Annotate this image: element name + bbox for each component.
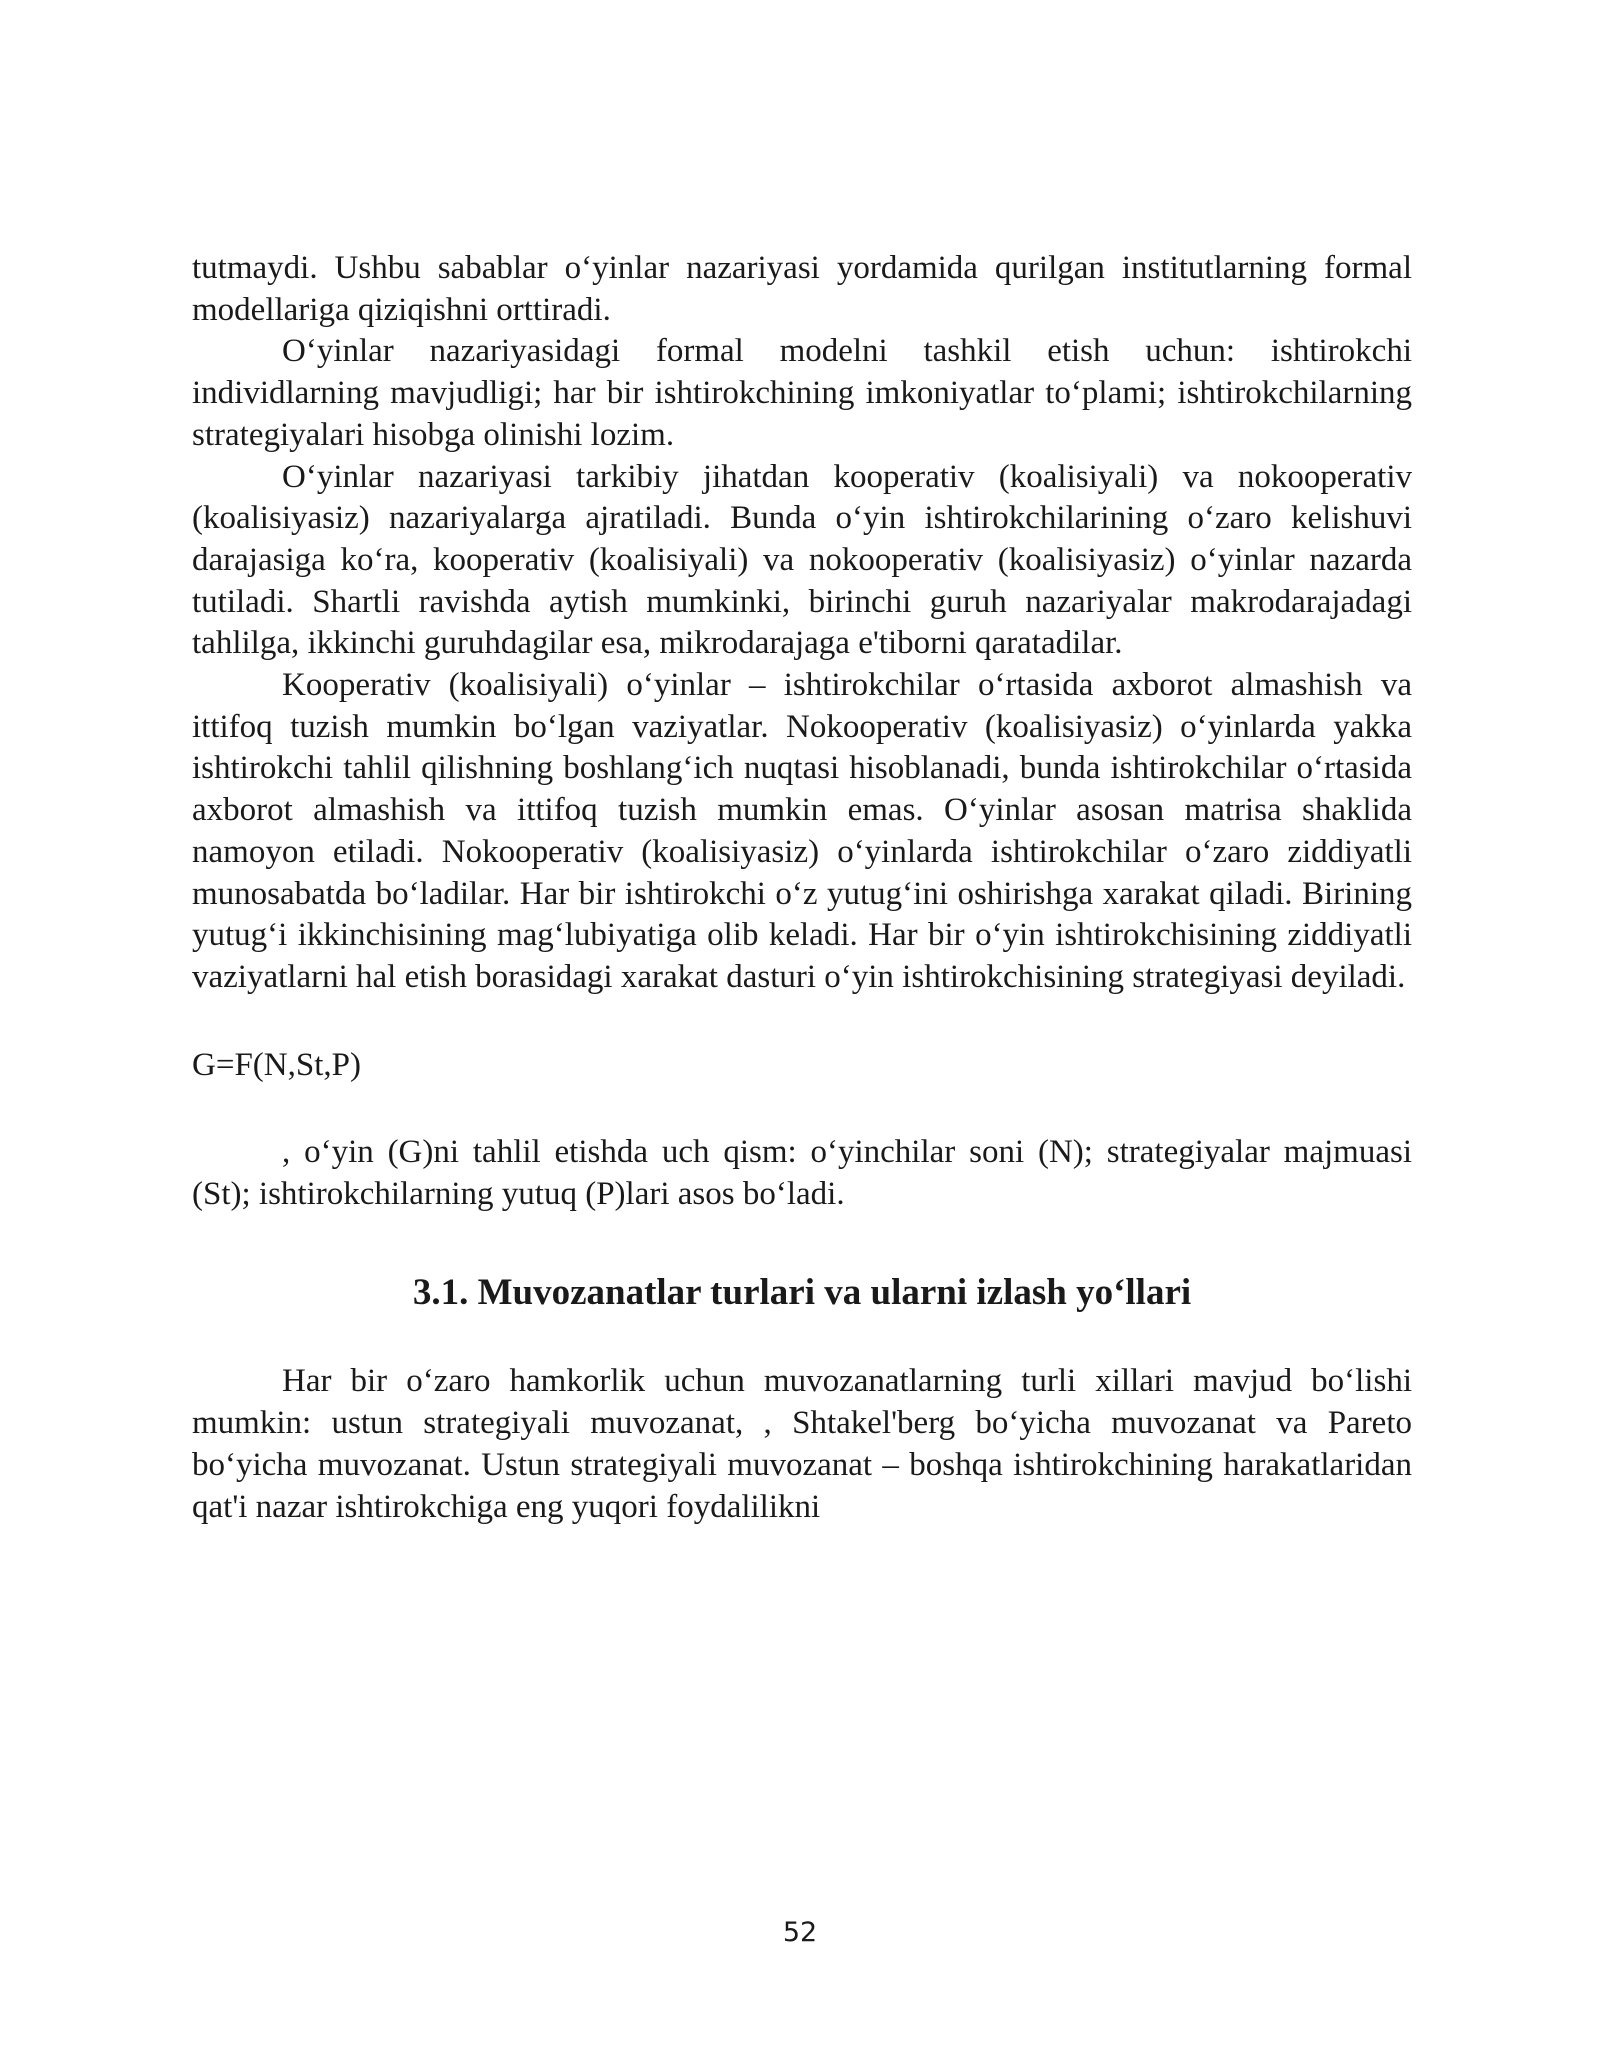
- paragraph-2: O‘yinlar nazariyasidagi formal modelni tashkil etish uchun: ishtirokchi individlarning mavjudligi; har bir ishtirokchining imkoniyatlar to‘plami; ishtirokchilarning strategiyalari hisobga olinishi lozim.: [192, 333, 1412, 453]
- section-heading: 3.1. Muvozanatlar turlari va ularni izlash yo‘llari: [412, 1271, 1192, 1313]
- paragraph-3: O‘yinlar nazariyasi tarkibiy jihatdan kooperativ (koalisiyali) va nokooperativ (koalisiyasiz) nazariyalarga ajratiladi. Bunda o‘yin ishtirokchilarining o‘zaro kelishuvi darajasiga ko‘ra, kooperativ (koalisiyali) va nokooperativ (koalisiyasiz) o‘yinlar nazarda tutiladi. Shartli ravishda aytish mumkinki, birinchi guruh nazariyalar makrodarajadagi tahlilga, ikkinchi guruhdagilar esa, mikrodarajaga e'tiborni qaratadilar.: [192, 458, 1412, 662]
- paragraph-1: tutmaydi. Ushbu sabablar o‘yinlar nazariyasi yordamida qurilgan institutlarning formal modellariga qiziqishni orttiradi.: [192, 250, 1412, 328]
- page-number: 52: [782, 1917, 818, 1948]
- page-content: [192, 248, 1412, 1528]
- section-paragraph: Har bir o‘zaro hamkorlik uchun muvozanatlarning turli xillari mavjud bo‘lishi mumkin: ustun strategiyali muvozanat, , Shtakel'berg bo‘yicha muvozanat va Pareto bo‘yicha muvozanat. Ustun strategiyali muvozanat – boshqa ishtirokchining harakatlaridan qat'i nazar ishtirokchiga eng yuqori foydalilikni: [192, 1363, 1412, 1525]
- paragraph-4: Kooperativ (koalisiyali) o‘yinlar – ishtirokchilar o‘rtasida axborot almashish va ittifoq tuzish mumkin bo‘lgan vaziyatlar. Nokooperativ (koalisiyasiz) o‘yinlarda yakka ishtirokchi tahlil qilishning boshlang‘ich nuqtasi hisoblanadi, bunda ishtirokchilar o‘rtasida axborot almashish va ittifoq tuzish mumkin emas. O‘yinlar asosan matrisa shaklida namoyon etiladi. Nokooperativ (koalisiyasiz) o‘yinlarda ishtirokchilar o‘zaro ziddiyatli munosabatda bo‘ladilar. Har bir ishtirokchi o‘z yutug‘ini oshirishga xarakat qiladi. Birining yutug‘i ikkinchisining mag‘lubiyatiga olib keladi. Har bir o‘yin ishtirokchisining ziddiyatli vaziyatlarni hal etish borasidagi xarakat dasturi o‘yin ishtirokchisining strategiyasi deyiladi.: [192, 667, 1412, 995]
- paragraph-after-formula: , o‘yin (G)ni tahlil etishda uch qism: o‘yinchilar soni (N); strategiyalar majmuasi (St); ishtirokchilarning yutuq (P)lari asos bo‘ladi.: [192, 1134, 1412, 1213]
- formula: G=F(N,St,P): [192, 1046, 361, 1083]
